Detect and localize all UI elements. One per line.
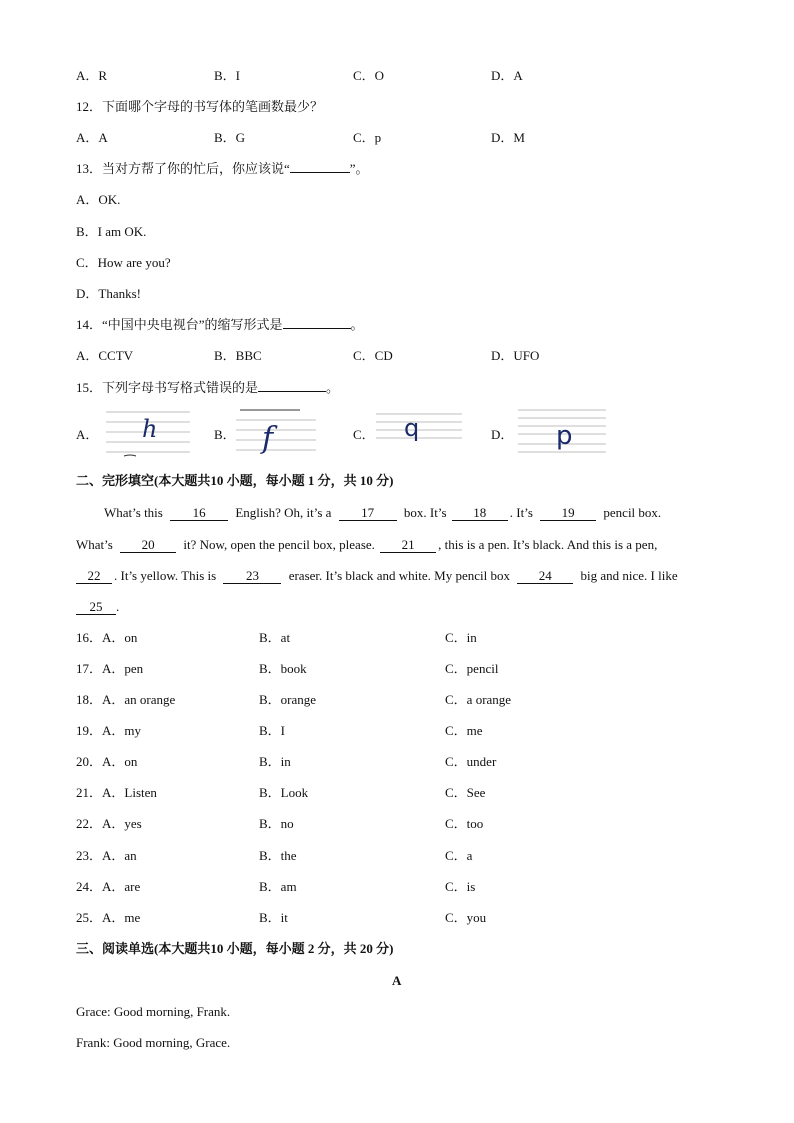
option-c: C．too: [445, 816, 484, 831]
q12-option-a: A．A: [76, 130, 108, 145]
q15-handwriting-d: [516, 404, 608, 454]
option-a: A．Listen: [102, 785, 157, 800]
q15-handwriting-a: [104, 408, 192, 458]
q15-handwriting-b: [234, 408, 318, 458]
passage-line-2: [76, 537, 657, 553]
option-a: A．an: [102, 848, 137, 863]
question-number: 23．: [76, 848, 103, 863]
q12-option-c: C．p: [353, 130, 382, 145]
passage-text: pencil box.: [603, 505, 662, 520]
section2-title: 二、完形填空(本大题共10 小题，每小题 1 分，共 10 分): [76, 473, 394, 488]
q15-label-c: C．: [353, 427, 375, 442]
q13-option-c: C．How are you?: [76, 255, 171, 270]
q14-option-d: D．UFO: [491, 348, 540, 363]
question-number: 20．: [76, 754, 103, 769]
q15-stem: [76, 380, 339, 396]
cloze-question: [76, 816, 142, 832]
q15-label-d: D．: [491, 427, 514, 442]
q13-stem-text: 13．当对方帮了你的忙后，你应该说“: [76, 161, 290, 176]
q15-handwriting-c: [374, 408, 464, 458]
option-b: B．the: [259, 848, 297, 863]
section3-title: 三、阅读单选(本大题共10 小题，每小题 2 分，共 20 分): [76, 941, 394, 956]
q13-stem: [76, 161, 369, 177]
cloze-blank-23: 23: [223, 569, 281, 584]
passage-text: eraser. It’s black and white. My pencil box: [288, 568, 511, 583]
passage-text: it? Now, open the pencil box, please.: [183, 537, 375, 552]
question-number: 18．: [76, 692, 103, 707]
q12-option-b: B．G: [214, 130, 246, 145]
q11-option-a: A．R: [76, 68, 108, 83]
q15-letter-a: h: [142, 415, 158, 443]
q14-stem-end: 。: [350, 317, 364, 332]
q12-option-d: D．M: [491, 130, 525, 145]
passage-text: . It’s yellow. This is: [114, 568, 217, 583]
cloze-question: [76, 785, 157, 801]
passage-text: What’s this: [104, 505, 163, 520]
cloze-question: [76, 723, 141, 739]
dialogue-line-1: Grace: Good morning, Frank.: [76, 1004, 231, 1019]
cloze-blank-16: 16: [170, 506, 228, 521]
q11-option-c: C．O: [353, 68, 385, 83]
cloze-question: [76, 879, 140, 895]
q11-option-d: D．A: [491, 68, 523, 83]
q15-label-a: A．: [76, 427, 99, 442]
option-c: C．a orange: [445, 692, 512, 707]
cloze-question: [76, 910, 140, 926]
option-c: C．me: [445, 723, 483, 738]
option-a: A．on: [102, 754, 138, 769]
q14-option-a: A．CCTV: [76, 348, 134, 363]
passage-text: What’s: [76, 537, 113, 552]
cloze-blank-22: 22: [76, 569, 112, 584]
option-a: A．an orange: [102, 692, 176, 707]
option-b: B．book: [259, 661, 307, 676]
question-number: 25．: [76, 910, 103, 925]
q13-blank: [290, 172, 350, 173]
option-c: C．you: [445, 910, 487, 925]
question-number: 19．: [76, 723, 103, 738]
option-c: C．is: [445, 879, 476, 894]
passage-text: , this is a pen. It’s black. And this is a pen,: [438, 537, 658, 552]
cloze-question: [76, 630, 137, 646]
option-a: A．are: [102, 879, 141, 894]
option-a: A．yes: [102, 816, 142, 831]
q14-stem: [76, 317, 364, 333]
cloze-question: [76, 754, 137, 770]
q15-label-b: B．: [214, 427, 236, 442]
cloze-question: [76, 661, 143, 677]
passage-line-4: [76, 599, 119, 615]
passage-text: .: [116, 599, 120, 614]
passage-text: box. It’s: [403, 505, 447, 520]
question-number: 17．: [76, 661, 103, 676]
q14-option-c: C．CD: [353, 348, 393, 363]
q15-letter-d: p: [556, 421, 573, 451]
question-number: 22．: [76, 816, 103, 831]
q11-option-b: B．I: [214, 68, 241, 83]
option-a: A．my: [102, 723, 142, 738]
option-a: A．pen: [102, 661, 144, 676]
q15-letter-c: q: [404, 414, 420, 442]
cloze-blank-17: 17: [339, 506, 397, 521]
dialogue-line-2: Frank: Good morning, Grace.: [76, 1035, 231, 1050]
q13-stem-end: ”。: [349, 161, 369, 176]
q14-option-b: B．BBC: [214, 348, 262, 363]
cloze-question: [76, 848, 137, 864]
passage-text: . It’s: [509, 505, 533, 520]
option-b: B．in: [259, 754, 291, 769]
option-c: C．pencil: [445, 661, 499, 676]
q14-stem-text: 14．“中国中央电视台”的缩写形式是: [76, 317, 283, 332]
passage-text: English? Oh, it’s a: [235, 505, 332, 520]
question-number: 24．: [76, 879, 103, 894]
option-c: C．See: [445, 785, 486, 800]
cloze-blank-18: 18: [452, 506, 508, 521]
cloze-blank-25: 25: [76, 600, 116, 615]
option-b: B．Look: [259, 785, 309, 800]
cloze-question: [76, 692, 175, 708]
q13-option-b: B．I am OK.: [76, 224, 147, 239]
q15-stem-text: 15．下列字母书写格式错误的是: [76, 380, 259, 395]
passage-line-1: [104, 505, 661, 521]
option-b: B．orange: [259, 692, 317, 707]
option-c: C．a: [445, 848, 473, 863]
option-a: A．me: [102, 910, 141, 925]
passage-text: big and nice. I like: [580, 568, 678, 583]
option-b: B．at: [259, 630, 291, 645]
q15-blank: [258, 391, 326, 392]
question-number: 21．: [76, 785, 103, 800]
option-b: B．am: [259, 879, 297, 894]
cloze-blank-21: 21: [380, 538, 436, 553]
option-c: C．under: [445, 754, 497, 769]
cloze-blank-20: 20: [120, 538, 176, 553]
option-b: B．it: [259, 910, 288, 925]
cloze-blank-19: 19: [540, 506, 596, 521]
question-number: 16．: [76, 630, 103, 645]
option-b: B．I: [259, 723, 286, 738]
option-a: A．on: [102, 630, 138, 645]
q15-letter-b: f: [262, 421, 274, 456]
q13-option-d: D．Thanks!: [76, 286, 141, 301]
option-b: B．no: [259, 816, 294, 831]
passage-a-heading: A: [392, 973, 402, 988]
passage-line-3: [76, 568, 678, 584]
q13-option-a: A．OK.: [76, 192, 121, 207]
cloze-blank-24: 24: [517, 569, 573, 584]
q14-blank: [283, 328, 351, 329]
q12-stem: 12．下面哪个字母的书写体的笔画数最少？: [76, 99, 324, 114]
q15-stem-end: 。: [326, 380, 340, 395]
option-c: C．in: [445, 630, 477, 645]
